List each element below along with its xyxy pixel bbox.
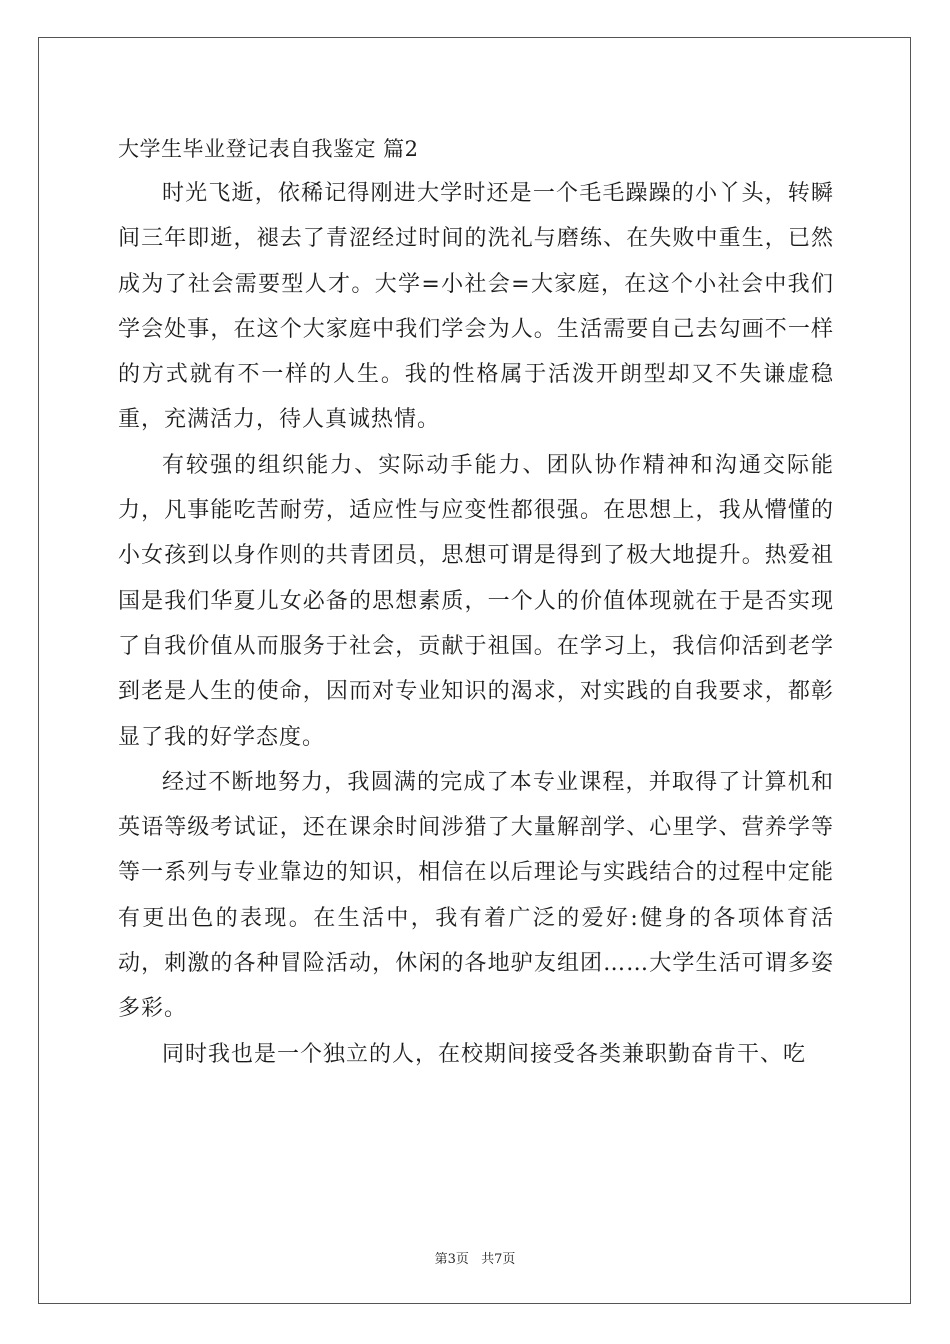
document-body — [118, 127, 834, 1077]
page-footer — [0, 1248, 950, 1267]
paragraph-2: 有较强的组织能力、实际动手能力、团队协作精神和沟通交际能力，凡事能吃苦耐劳，适应性与应变性都很强。在思想上，我从懵懂的小女孩到以身作则的共青团员，思想可谓是得到了极大地提升。热爱祖国是我们华夏儿女必备的思想素质，一个人的价值体现就在于是否实现了自我价值从而服务于社会，贡献于祖国。在学习上，我信仰活到老学到老是人生的使命，因而对专业知识的渴求，对实践的自我要求，都彰显了我的好学态度。 — [118, 452, 834, 750]
paragraph-1: 时光飞逝，依稀记得刚进大学时还是一个毛毛躁躁的小丫头，转瞬间三年即逝，褪去了青涩经过时间的洗礼与磨练、在失败中重生，已然成为了社会需要型人才。大学=小社会=大家庭，在这个小社会中我们学会处事，在这个大家庭中我们学会为人。生活需要自己去勾画不一样的方式就有不一样的人生。我的性格属于活泼开朗型却又不失谦虚稳重，充满活力，待人真诚热情。 — [118, 181, 834, 433]
page-number-current: 第3页 — [434, 1252, 469, 1267]
document-title: 大学生毕业登记表自我鉴定 篇2 — [118, 137, 419, 161]
paragraph-3: 经过不断地努力，我圆满的完成了本专业课程，并取得了计算机和英语等级考试证，还在课余时间涉猎了大量解剖学、心里学、营养学等等一系列与专业靠边的知识，相信在以后理论与实践结合的过程中定能有更出色的表现。在生活中，我有着广泛的爱好:健身的各项体育活动，刺激的各种冒险活动，休闲的各地驴友组团……大学生活可谓多姿多彩。 — [118, 769, 834, 1022]
page-number-total: 共7页 — [481, 1252, 516, 1267]
paragraph-4: 同时我也是一个独立的人，在校期间接受各类兼职勤奋肯干、吃 — [162, 1041, 807, 1067]
